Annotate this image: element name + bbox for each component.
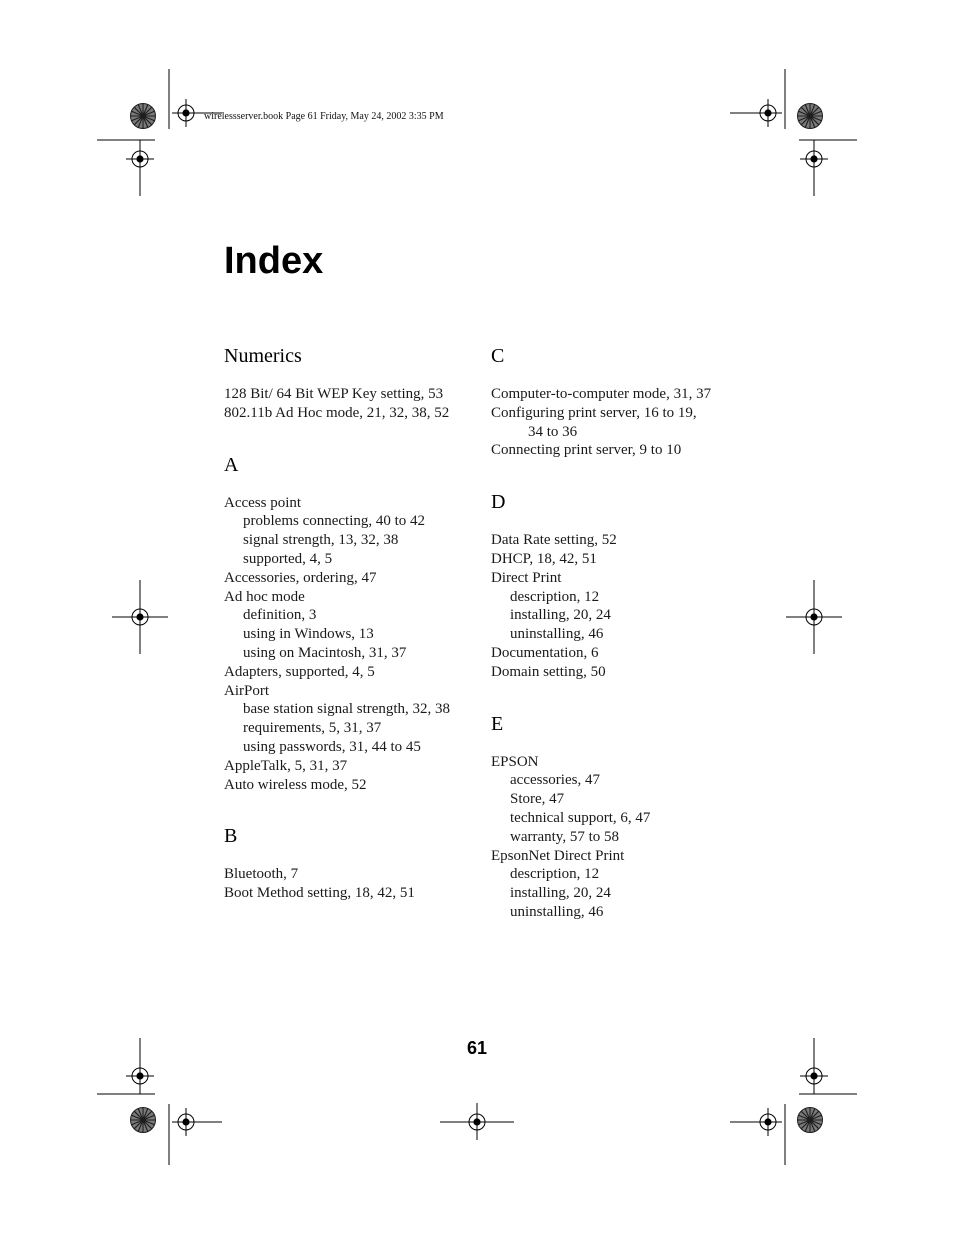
- index-subentry: accessories, 47: [510, 772, 600, 789]
- section-heading: E: [491, 712, 504, 735]
- index-subentry: installing, 20, 24: [510, 607, 611, 624]
- index-entry: Auto wireless mode, 52: [224, 776, 367, 793]
- section-heading: C: [491, 345, 505, 367]
- index-subentry: using in Windows, 13: [243, 626, 374, 643]
- index-entry: Connecting print server, 9 to 10: [491, 442, 682, 459]
- section-a: [224, 453, 474, 795]
- section-heading: D: [491, 491, 506, 514]
- section-heading: A: [224, 453, 239, 476]
- section-c: [491, 344, 741, 460]
- index-subentry: requirements, 5, 31, 37: [243, 720, 382, 737]
- index-entry: Domain setting, 50: [491, 663, 606, 680]
- index-subentry: warranty, 57 to 58: [510, 828, 619, 845]
- index-entry: Bluetooth, 7: [224, 866, 299, 883]
- index-entry-continuation: 34 to 36: [528, 423, 578, 440]
- index-subentry: description, 12: [510, 866, 600, 883]
- section-numerics: [224, 344, 474, 423]
- file-slug: wirelessserver.book Page 61 Friday, May 24, 2002 3:35 PM: [204, 111, 444, 122]
- index-subentry: using on Macintosh, 31, 37: [243, 644, 407, 661]
- index-subentry: supported, 4, 5: [243, 550, 333, 567]
- section-e: [491, 712, 741, 922]
- index-entry: Adapters, supported, 4, 5: [224, 663, 375, 680]
- page-title: Index: [224, 240, 324, 282]
- index-entry: Computer-to-computer mode, 31, 37: [491, 386, 712, 402]
- index-subentry: base station signal strength, 32, 38: [243, 701, 451, 718]
- page-number: 61: [466, 1038, 488, 1058]
- index-entry: 802.11b Ad Hoc mode, 21, 32, 38, 52: [224, 404, 450, 421]
- index-column-right: [491, 344, 741, 952]
- section-b: [224, 824, 474, 903]
- section-heading: B: [224, 825, 238, 848]
- index-entry: Data Rate setting, 52: [491, 532, 617, 549]
- index-subentry: signal strength, 13, 32, 38: [243, 532, 399, 549]
- index-entry: Direct Print: [491, 569, 562, 586]
- index-subentry: uninstalling, 46: [510, 626, 604, 643]
- index-subentry: description, 12: [510, 588, 600, 605]
- index-entry: Documentation, 6: [491, 644, 599, 661]
- section-heading: Numerics: [224, 345, 302, 367]
- index-entry: Boot Method setting, 18, 42, 51: [224, 885, 415, 902]
- index-entry: EpsonNet Direct Print: [491, 847, 625, 864]
- index-subentry: using passwords, 31, 44 to 45: [243, 738, 421, 755]
- index-subentry: installing, 20, 24: [510, 885, 611, 902]
- index-entry: Access point: [224, 494, 302, 511]
- index-subentry: Store, 47: [510, 791, 565, 808]
- index-subentry: uninstalling, 46: [510, 903, 604, 920]
- index-entry: EPSON: [491, 753, 539, 770]
- index-subentry: technical support, 6, 47: [510, 809, 651, 826]
- index-subentry: definition, 3: [243, 607, 317, 624]
- index-entry: AirPort: [224, 682, 269, 699]
- index-entry: DHCP, 18, 42, 51: [491, 550, 597, 567]
- index-entry: Accessories, ordering, 47: [224, 569, 377, 586]
- index-entry: Configuring print server, 16 to 19,: [491, 404, 697, 421]
- index-subentry: problems connecting, 40 to 42: [243, 513, 426, 530]
- index-entry: AppleTalk, 5, 31, 37: [224, 757, 348, 774]
- index-entry: Ad hoc mode: [224, 588, 305, 605]
- section-d: [491, 490, 741, 681]
- index-entry: 128 Bit/ 64 Bit WEP Key setting, 53: [224, 386, 444, 402]
- index-column-left: [224, 344, 474, 933]
